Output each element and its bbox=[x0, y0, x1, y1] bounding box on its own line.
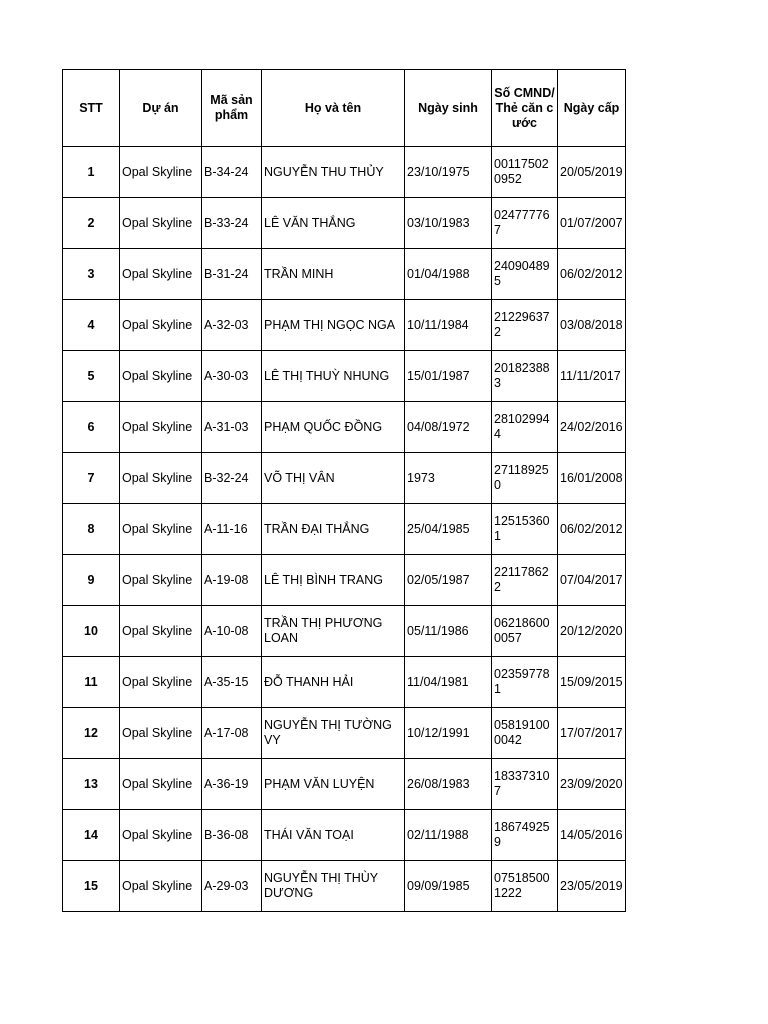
cell-ma-san-pham: A-11-16 bbox=[202, 504, 262, 555]
cell-ho-va-ten: PHẠM VĂN LUYỆN bbox=[262, 759, 405, 810]
cell-ho-va-ten: PHẠM THỊ NGỌC NGA bbox=[262, 300, 405, 351]
customer-table bbox=[62, 69, 626, 912]
cell-du-an: Opal Skyline bbox=[120, 300, 202, 351]
table-row bbox=[63, 300, 626, 351]
table-row bbox=[63, 453, 626, 504]
cell-ngay-sinh: 10/11/1984 bbox=[405, 300, 492, 351]
cell-ma-san-pham: B-36-08 bbox=[202, 810, 262, 861]
table-row bbox=[63, 147, 626, 198]
cell-ho-va-ten: TRẦN THỊ PHƯƠNG LOAN bbox=[262, 606, 405, 657]
cell-stt: 14 bbox=[63, 810, 120, 861]
cell-du-an: Opal Skyline bbox=[120, 759, 202, 810]
cell-so-cmnd: 271189250 bbox=[492, 453, 558, 504]
cell-so-cmnd: 125153601 bbox=[492, 504, 558, 555]
cell-ngay-sinh: 25/04/1985 bbox=[405, 504, 492, 555]
header-so-cmnd: Số CMND/Thẻ căn cước bbox=[492, 70, 558, 147]
cell-ho-va-ten: NGUYỄN THU THỦY bbox=[262, 147, 405, 198]
cell-ngay-sinh: 05/11/1986 bbox=[405, 606, 492, 657]
cell-ho-va-ten: LÊ THỊ BÌNH TRANG bbox=[262, 555, 405, 606]
cell-ngay-cap: 03/08/2018 bbox=[558, 300, 626, 351]
header-du-an: Dự án bbox=[120, 70, 202, 147]
cell-so-cmnd: 212296372 bbox=[492, 300, 558, 351]
table-row bbox=[63, 810, 626, 861]
cell-so-cmnd: 023597781 bbox=[492, 657, 558, 708]
table-row bbox=[63, 555, 626, 606]
cell-stt: 11 bbox=[63, 657, 120, 708]
cell-ma-san-pham: A-35-15 bbox=[202, 657, 262, 708]
cell-ngay-sinh: 09/09/1985 bbox=[405, 861, 492, 912]
cell-du-an: Opal Skyline bbox=[120, 555, 202, 606]
cell-ngay-sinh: 02/11/1988 bbox=[405, 810, 492, 861]
table-row bbox=[63, 708, 626, 759]
cell-ma-san-pham: A-30-03 bbox=[202, 351, 262, 402]
cell-ngay-sinh: 11/04/1981 bbox=[405, 657, 492, 708]
table-row bbox=[63, 198, 626, 249]
cell-ho-va-ten: VÕ THỊ VÂN bbox=[262, 453, 405, 504]
cell-du-an: Opal Skyline bbox=[120, 198, 202, 249]
cell-ngay-sinh: 23/10/1975 bbox=[405, 147, 492, 198]
cell-stt: 10 bbox=[63, 606, 120, 657]
cell-ngay-cap: 24/02/2016 bbox=[558, 402, 626, 453]
cell-du-an: Opal Skyline bbox=[120, 708, 202, 759]
cell-ngay-sinh: 15/01/1987 bbox=[405, 351, 492, 402]
cell-ngay-cap: 20/05/2019 bbox=[558, 147, 626, 198]
cell-ho-va-ten: TRẦN MINH bbox=[262, 249, 405, 300]
table-row bbox=[63, 606, 626, 657]
cell-stt: 13 bbox=[63, 759, 120, 810]
cell-ho-va-ten: ĐỖ THANH HẢI bbox=[262, 657, 405, 708]
cell-ngay-sinh: 04/08/1972 bbox=[405, 402, 492, 453]
cell-so-cmnd: 058191000042 bbox=[492, 708, 558, 759]
cell-du-an: Opal Skyline bbox=[120, 147, 202, 198]
header-ma-san-pham: Mã sản phẩm bbox=[202, 70, 262, 147]
cell-ma-san-pham: A-10-08 bbox=[202, 606, 262, 657]
cell-ngay-cap: 16/01/2008 bbox=[558, 453, 626, 504]
cell-ngay-cap: 14/05/2016 bbox=[558, 810, 626, 861]
table-row bbox=[63, 249, 626, 300]
cell-ngay-cap: 15/09/2015 bbox=[558, 657, 626, 708]
cell-so-cmnd: 281029944 bbox=[492, 402, 558, 453]
cell-ngay-sinh: 26/08/1983 bbox=[405, 759, 492, 810]
cell-du-an: Opal Skyline bbox=[120, 504, 202, 555]
cell-ngay-cap: 06/02/2012 bbox=[558, 504, 626, 555]
cell-ho-va-ten: NGUYỄN THỊ THÙY DƯƠNG bbox=[262, 861, 405, 912]
cell-ngay-sinh: 02/05/1987 bbox=[405, 555, 492, 606]
cell-stt: 12 bbox=[63, 708, 120, 759]
cell-ho-va-ten: NGUYỄN THỊ TƯỜNG VY bbox=[262, 708, 405, 759]
cell-ma-san-pham: A-17-08 bbox=[202, 708, 262, 759]
table-body bbox=[63, 147, 626, 912]
cell-ngay-sinh: 01/04/1988 bbox=[405, 249, 492, 300]
cell-ngay-sinh: 03/10/1983 bbox=[405, 198, 492, 249]
cell-ho-va-ten: TRẦN ĐẠI THẮNG bbox=[262, 504, 405, 555]
cell-du-an: Opal Skyline bbox=[120, 351, 202, 402]
table-row bbox=[63, 351, 626, 402]
cell-so-cmnd: 221178622 bbox=[492, 555, 558, 606]
cell-du-an: Opal Skyline bbox=[120, 249, 202, 300]
cell-stt: 4 bbox=[63, 300, 120, 351]
cell-ma-san-pham: B-34-24 bbox=[202, 147, 262, 198]
cell-ngay-cap: 01/07/2007 bbox=[558, 198, 626, 249]
cell-ma-san-pham: A-36-19 bbox=[202, 759, 262, 810]
cell-ngay-cap: 06/02/2012 bbox=[558, 249, 626, 300]
cell-du-an: Opal Skyline bbox=[120, 810, 202, 861]
cell-ngay-cap: 17/07/2017 bbox=[558, 708, 626, 759]
cell-so-cmnd: 183373107 bbox=[492, 759, 558, 810]
cell-ngay-sinh: 10/12/1991 bbox=[405, 708, 492, 759]
cell-du-an: Opal Skyline bbox=[120, 861, 202, 912]
cell-ho-va-ten: LÊ THỊ THUỲ NHUNG bbox=[262, 351, 405, 402]
cell-du-an: Opal Skyline bbox=[120, 453, 202, 504]
table-row bbox=[63, 861, 626, 912]
cell-ngay-cap: 20/12/2020 bbox=[558, 606, 626, 657]
header-row bbox=[63, 70, 626, 147]
header-ho-va-ten: Họ và tên bbox=[262, 70, 405, 147]
header-ngay-sinh: Ngày sinh bbox=[405, 70, 492, 147]
cell-ma-san-pham: A-29-03 bbox=[202, 861, 262, 912]
cell-stt: 8 bbox=[63, 504, 120, 555]
table-row bbox=[63, 759, 626, 810]
cell-stt: 9 bbox=[63, 555, 120, 606]
table-row bbox=[63, 402, 626, 453]
cell-ho-va-ten: THÁI VĂN TOẠI bbox=[262, 810, 405, 861]
cell-ngay-cap: 23/09/2020 bbox=[558, 759, 626, 810]
header-stt: STT bbox=[63, 70, 120, 147]
cell-ma-san-pham: B-31-24 bbox=[202, 249, 262, 300]
cell-ma-san-pham: B-32-24 bbox=[202, 453, 262, 504]
cell-so-cmnd: 186749259 bbox=[492, 810, 558, 861]
cell-so-cmnd: 001175020952 bbox=[492, 147, 558, 198]
table-row bbox=[63, 504, 626, 555]
cell-stt: 1 bbox=[63, 147, 120, 198]
cell-ngay-sinh: 1973 bbox=[405, 453, 492, 504]
cell-so-cmnd: 075185001222 bbox=[492, 861, 558, 912]
cell-ma-san-pham: B-33-24 bbox=[202, 198, 262, 249]
cell-stt: 3 bbox=[63, 249, 120, 300]
cell-du-an: Opal Skyline bbox=[120, 606, 202, 657]
cell-ngay-cap: 07/04/2017 bbox=[558, 555, 626, 606]
cell-so-cmnd: 201823883 bbox=[492, 351, 558, 402]
cell-du-an: Opal Skyline bbox=[120, 657, 202, 708]
table-header bbox=[63, 70, 626, 147]
cell-ma-san-pham: A-32-03 bbox=[202, 300, 262, 351]
cell-so-cmnd: 062186000057 bbox=[492, 606, 558, 657]
cell-ma-san-pham: A-31-03 bbox=[202, 402, 262, 453]
cell-stt: 7 bbox=[63, 453, 120, 504]
cell-du-an: Opal Skyline bbox=[120, 402, 202, 453]
cell-ho-va-ten: LÊ VĂN THẮNG bbox=[262, 198, 405, 249]
cell-ngay-cap: 23/05/2019 bbox=[558, 861, 626, 912]
cell-ma-san-pham: A-19-08 bbox=[202, 555, 262, 606]
cell-so-cmnd: 240904895 bbox=[492, 249, 558, 300]
cell-stt: 5 bbox=[63, 351, 120, 402]
table-row bbox=[63, 657, 626, 708]
header-ngay-cap: Ngày cấp bbox=[558, 70, 626, 147]
cell-ho-va-ten: PHẠM QUỐC ĐỒNG bbox=[262, 402, 405, 453]
cell-so-cmnd: 024777767 bbox=[492, 198, 558, 249]
cell-stt: 15 bbox=[63, 861, 120, 912]
cell-stt: 6 bbox=[63, 402, 120, 453]
cell-stt: 2 bbox=[63, 198, 120, 249]
cell-ngay-cap: 11/11/2017 bbox=[558, 351, 626, 402]
